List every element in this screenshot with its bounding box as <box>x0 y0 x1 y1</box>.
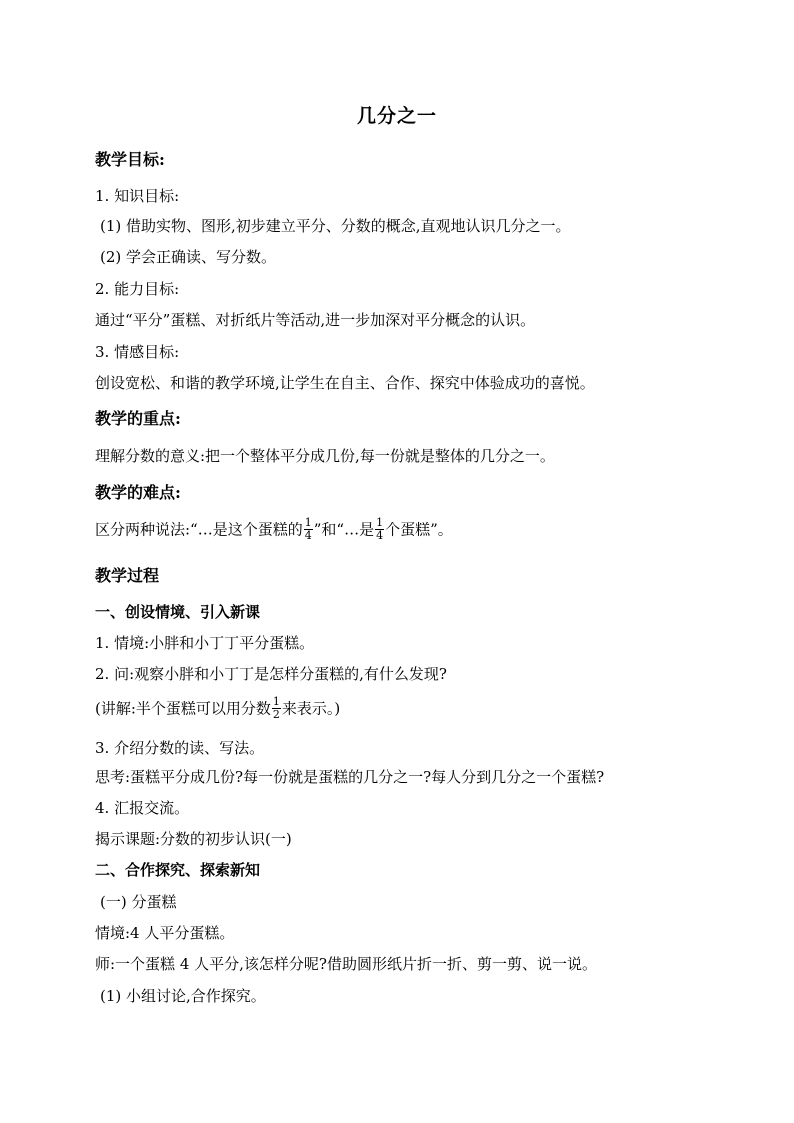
process-heading: 教学过程 <box>95 566 160 585</box>
part1-item1: 1. 情境:小胖和小丁丁平分蛋糕。 <box>95 634 315 652</box>
part1-note-pre: (讲解:半个蛋糕可以用分数 <box>95 699 271 718</box>
fraction-numerator: 1 <box>272 695 280 708</box>
part1-think: 思考:蛋糕平分成几份?每一份就是蛋糕的几分之一?每人分到几分之一个蛋糕? <box>95 768 605 786</box>
fraction-half <box>272 696 281 721</box>
fraction-denominator: 2 <box>272 708 280 721</box>
goals-heading: 教学目标: <box>95 150 165 169</box>
goal-emotion: 3. 情感目标: <box>95 343 180 361</box>
fraction-numerator: 1 <box>304 516 312 529</box>
fraction-numerator: 1 <box>376 516 384 529</box>
difficulty-text-pre: 区分两种说法:“…是这个蛋糕的 <box>95 520 303 539</box>
fraction-quarter-2 <box>375 517 384 542</box>
part1-note-post: 来表示。) <box>281 699 341 718</box>
part1-topic: 揭示课题:分数的初步认识(一) <box>95 830 292 848</box>
goal-ability: 2. 能力目标: <box>95 280 180 298</box>
goal-ability-text: 通过“平分”蛋糕、对折纸片等活动,进一步加深对平分概念的认识。 <box>95 311 536 329</box>
part2-scene: 情境:4 人平分蛋糕。 <box>95 924 235 942</box>
difficulty-text <box>95 518 453 543</box>
part1-item4: 4. 汇报交流。 <box>95 799 190 817</box>
fraction-denominator: 4 <box>304 529 312 542</box>
part1-item3: 3. 介绍分数的读、写法。 <box>95 739 265 757</box>
part2-heading: 二、合作探究、探索新知 <box>95 861 261 879</box>
page-title: 几分之一 <box>356 105 437 127</box>
part2-step1: (1) 小组讨论,合作探究。 <box>100 987 266 1005</box>
part1-heading: 一、创设情境、引入新课 <box>95 603 261 621</box>
part1-item2: 2. 问:观察小胖和小丁丁是怎样分蛋糕的,有什么发现? <box>95 665 447 683</box>
key-heading: 教学的重点: <box>95 409 181 428</box>
part2-sub1: (一) 分蛋糕 <box>100 893 177 911</box>
goal-emotion-text: 创设宽松、和谐的教学环境,让学生在自主、合作、探究中体验成功的喜悦。 <box>95 374 595 392</box>
goal-knowledge-b: (2) 学会正确读、写分数。 <box>100 248 277 266</box>
fraction-quarter <box>304 517 313 542</box>
part1-item2-note <box>95 697 340 722</box>
difficulty-text-mid: ”和“…是 <box>313 520 375 539</box>
difficulty-text-post: 个蛋糕”。 <box>385 520 453 539</box>
difficulty-heading: 教学的难点: <box>95 483 181 502</box>
key-text: 理解分数的意义:把一个整体平分成几份,每一份就是整体的几分之一。 <box>95 447 555 465</box>
part2-teacher: 师:一个蛋糕 4 人平分,该怎样分呢?借助圆形纸片折一折、剪一剪、说一说。 <box>95 955 597 973</box>
fraction-denominator: 4 <box>376 529 384 542</box>
goal-knowledge-a: (1) 借助实物、图形,初步建立平分、分数的概念,直观地认识几分之一。 <box>100 217 571 235</box>
goal-knowledge: 1. 知识目标: <box>95 187 180 205</box>
